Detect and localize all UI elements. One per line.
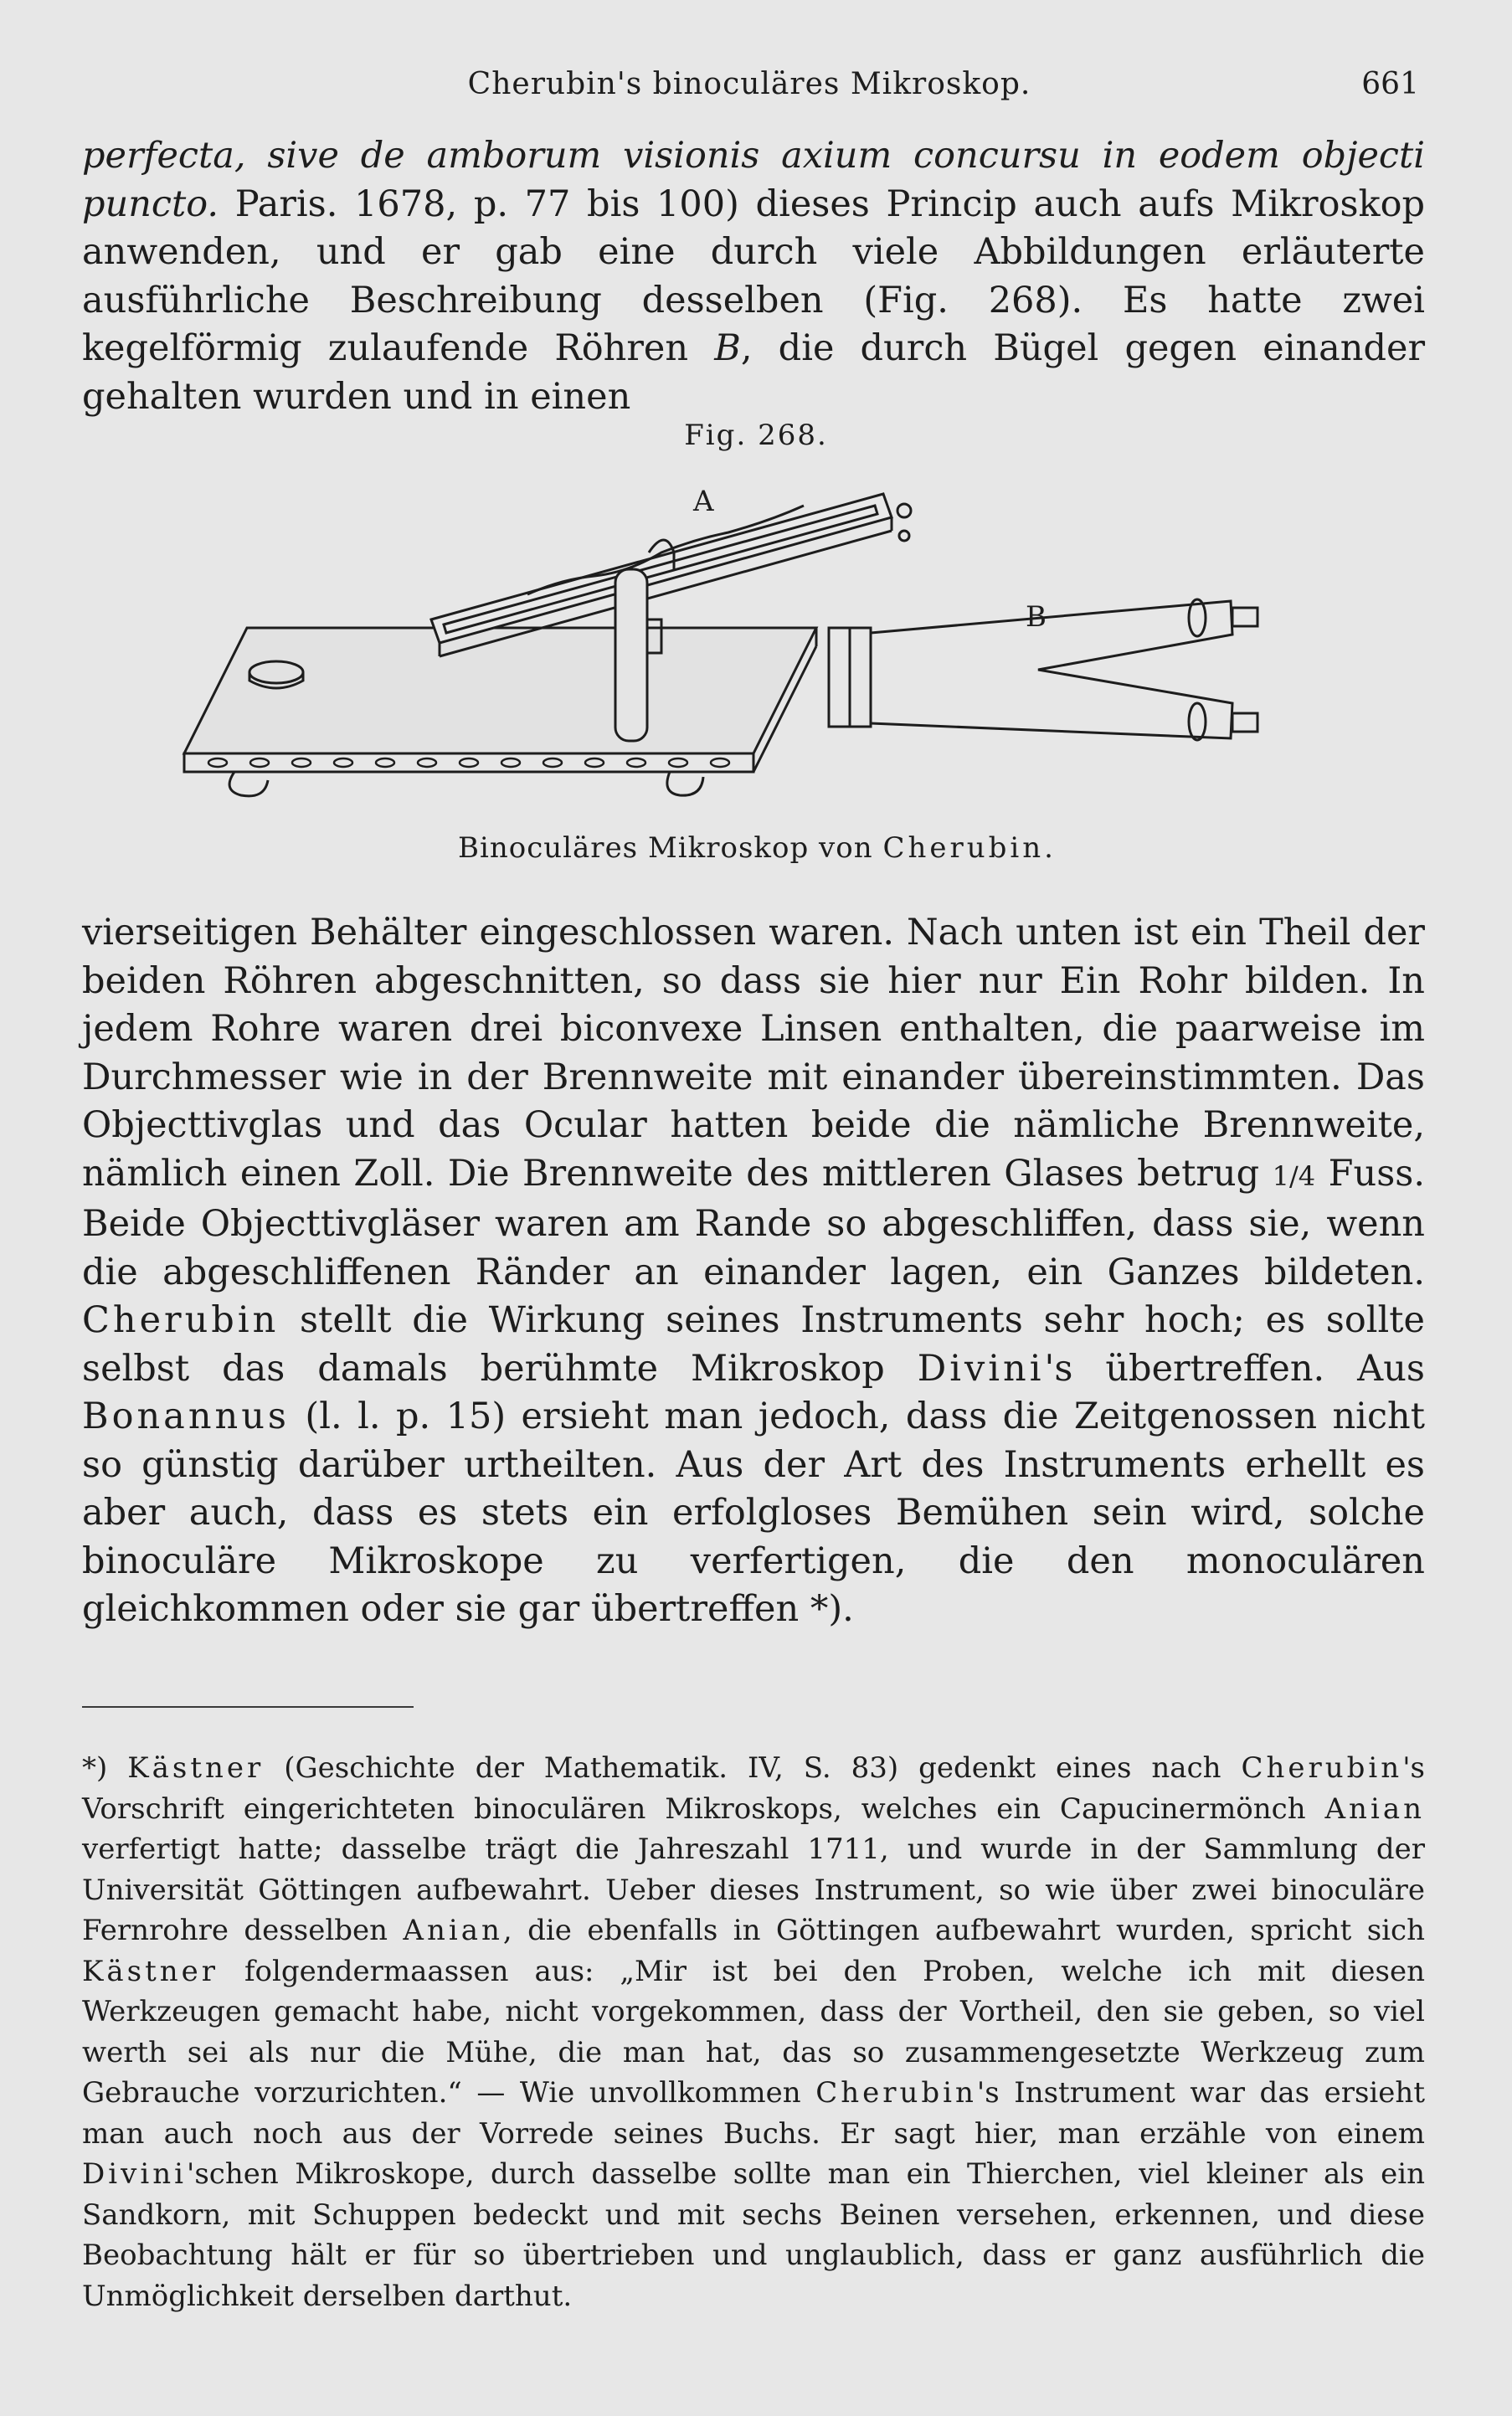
- caption-text: Binoculäres Mikroskop von: [458, 831, 883, 865]
- text-run: 's übertreffen. Aus: [1044, 1347, 1425, 1390]
- text-run: (Geschichte der Mathematik. IV, S. 83) gedenkt eines nach: [264, 1751, 1242, 1785]
- name-anian: Anian: [403, 1914, 503, 1947]
- figure-label: Fig. 268.: [684, 419, 828, 452]
- paragraph-top: [82, 132, 1425, 421]
- caption-name: Cherubin: [882, 831, 1045, 865]
- text-run: stellt die Wirkung seines Instruments sehr hoch; es sollte selbst das damals berühmte Mikroskop: [82, 1299, 1425, 1390]
- footnote-rule: [82, 1706, 414, 1708]
- text-run: Fuss. Beide Objecttivgläser waren am Rande so abgeschliffen, dass sie, wenn die abgeschliffenen Ränder an einander lagen, ein Ganzes bildeten.: [82, 1152, 1425, 1293]
- latin-title: perfecta, sive de amborum visionis axium concursu in eodem objecti puncto.: [82, 135, 1425, 225]
- name-kaestner: Kästner: [127, 1751, 265, 1785]
- fraction: 1/4: [1272, 1159, 1316, 1192]
- text-run: (l. l. p. 15) ersieht man jedoch, dass die Zeitgenossen nicht so günstig darüber urtheilten. Aus der Art des Instruments erhellt es aber auch, dass es stets ein erfolgloses Bemühen sein wird, solche binoculäre Mikroskope zu verfertigen, die den monoculären gleichkommen oder sie gar übertreffen *).: [82, 1396, 1425, 1630]
- caption-period: .: [1044, 831, 1054, 865]
- label-b-ref: B: [714, 327, 741, 369]
- text-run: 'schen Mikroskope, durch dasselbe sollte man ein Thierchen, viel kleiner als ein Sandkorn, mit Schuppen bedeckt und mit sechs Beinen versehen, erkennen, und diese Beobachtung hält er für so übertrieben und unglaublich, dass er ganz ausführlich die Unmöglichkeit derselben darthut.: [82, 2157, 1425, 2313]
- paragraph-bottom: [82, 909, 1425, 1634]
- text-run: Paris. 1678, p. 77 bis 100) dieses Princip auch aufs Mikroskop anwenden, und er gab eine durch viele Abbildungen erläuterte ausführliche Beschreibung desselben (Fig. 268). Es hatte zwei kegelförmig zulaufende Röhren: [82, 182, 1425, 369]
- name-bonannus: Bonannus: [82, 1396, 290, 1437]
- name-divini: Divini: [917, 1347, 1045, 1390]
- text-run: verfertigt hatte; dasselbe trägt die Jahreszahl 1711, und wurde in der Sammlung der Universität Göttingen aufbewahrt. Ueber dieses Instrument, so wie über zwei binoculäre Fernrohre desselben: [82, 1833, 1425, 1947]
- name-cherubin: Cherubin: [82, 1299, 280, 1341]
- figure-caption: [0, 831, 1512, 865]
- name-anian: Anian: [1324, 1791, 1425, 1826]
- label-b: B: [1026, 600, 1047, 634]
- footnote-marker: *): [82, 1751, 128, 1785]
- text-run: vierseitigen Behälter eingeschlossen waren. Nach unten ist ein Theil der beiden Röhren abgeschnitten, so dass sie hier nur Ein Rohr bilden. In jedem Rohre waren drei biconvexe Linsen enthalten, die paarweise im Durchmesser wie in der Brennweite mit einander übereinstimmten. Das Objecttivglas und das Ocular hatten beide die nämliche Brennweite, nämlich einen Zoll. Die Brennweite des mittleren Glases betrug: [82, 912, 1425, 1195]
- text-run: , die durch Bügel gegen einander gehalten wurden und in einen: [82, 327, 1425, 418]
- microscope-illustration: [167, 477, 1356, 812]
- text-run: folgendermaassen aus: „Mir ist bei den Proben, welche ich mit diesen Werkzeugen gemacht habe, nicht vorgekommen, dass der Vortheil, den sie geben, so viel werth sei als nur die Mühe, die man hat, das so zusammengesetzte Werkzeug zum Gebrauche vorzurichten.“ — Wie unvollkommen: [82, 1954, 1425, 2110]
- page-number: 661: [1361, 67, 1419, 101]
- text-run: , die ebenfalls in Göttingen aufbewahrt wurden, spricht sich: [502, 1914, 1425, 1947]
- name-cherubin: Cherubin: [815, 2076, 977, 2110]
- running-head: [80, 67, 1419, 117]
- footnote: [82, 1748, 1425, 2316]
- text-run: 's Vorschrift eingerichteten binoculären Mikroskops, welches ein Capucinermönch: [82, 1751, 1425, 1826]
- name-divini: Divini: [82, 2157, 187, 2191]
- name-kaestner: Kästner: [82, 1954, 219, 1988]
- running-title: Cherubin's binoculäres Mikroskop.: [467, 67, 1031, 101]
- text-run: 's Instrument war das ersieht man auch noch aus der Vorrede seines Buchs. Er sagt hier, man erzähle von einem: [82, 2076, 1425, 2151]
- name-cherubin: Cherubin: [1241, 1751, 1403, 1785]
- label-a: A: [693, 485, 714, 518]
